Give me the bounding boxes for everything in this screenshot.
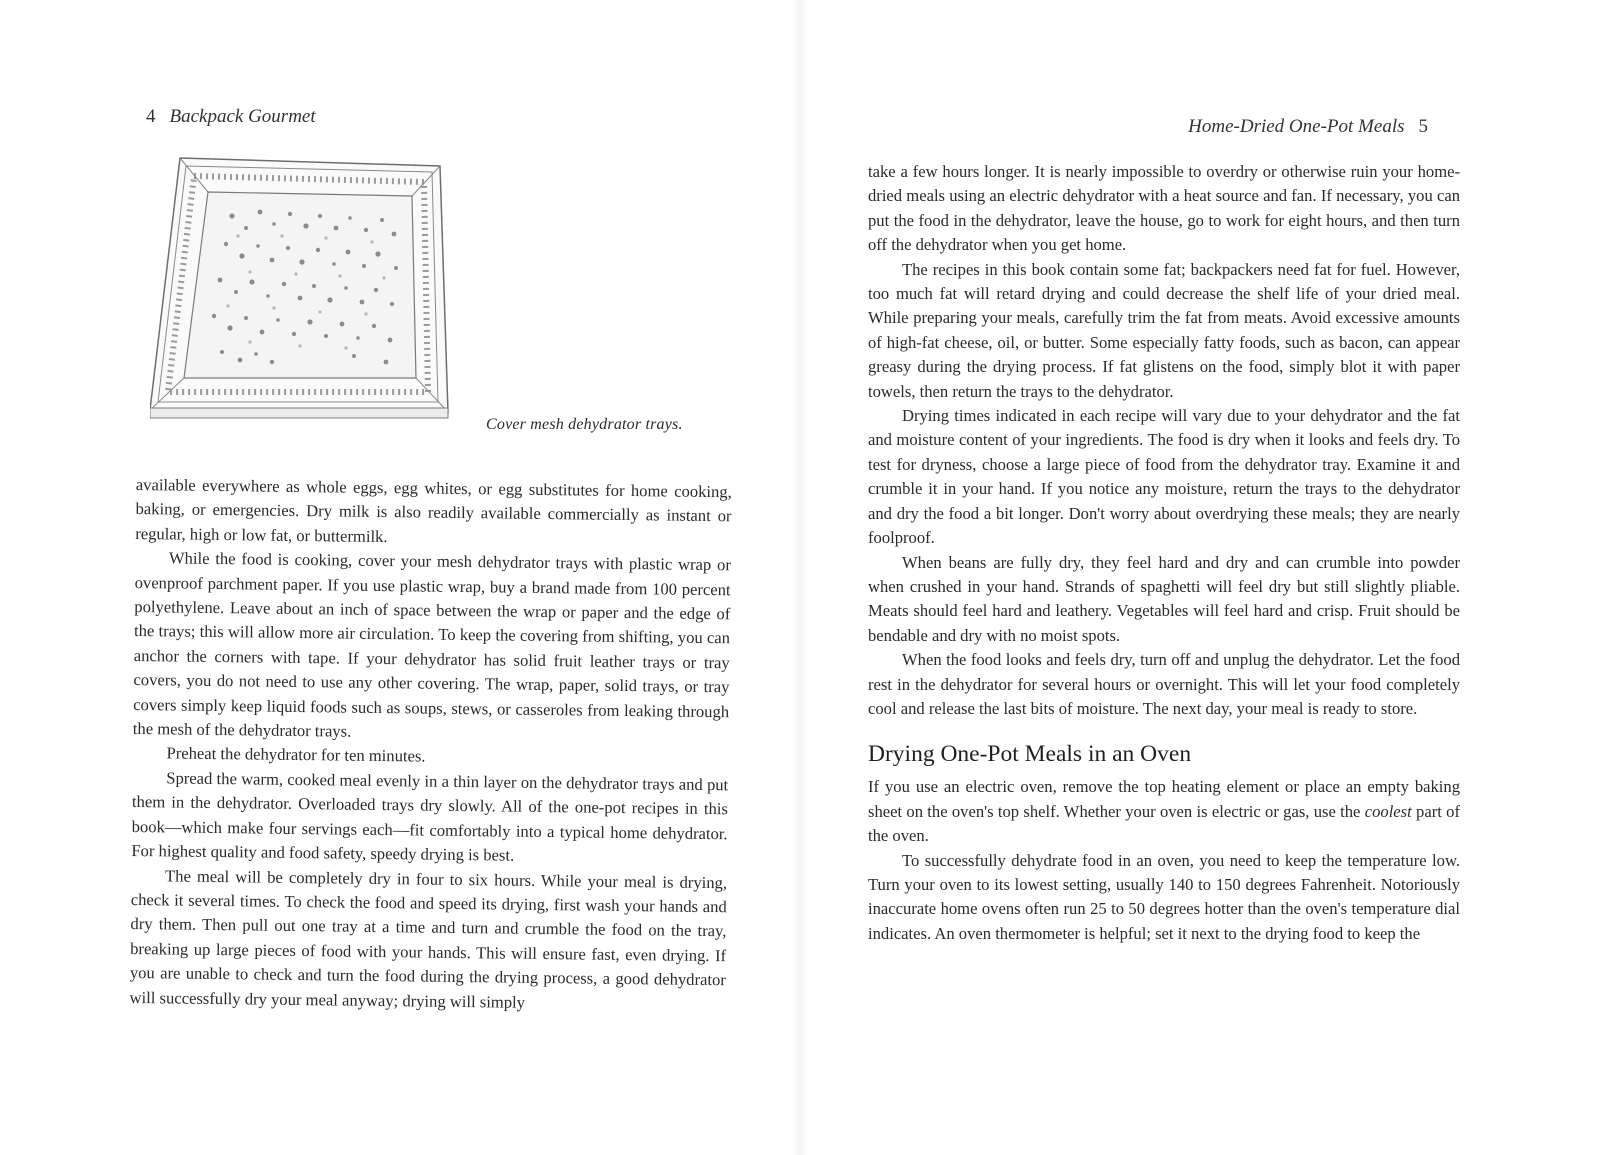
right-page-number: 5 bbox=[1418, 116, 1428, 137]
paragraph: When the food looks and feels dry, turn off and unplug the dehydrator. Let the food rest in the dehydrator for several hours or overnight. This will let your food completely cool and release the last bits of moisture. The next day, your meal is ready to store. bbox=[868, 650, 1460, 718]
paragraph: When beans are fully dry, they feel hard and dry and can crumble into powder when crushed in your hand. Strands of spaghetti will feel dry but still slightly pliable. Meats should feel hard and leathery. Vegetables will feel hard and crisp. Fruit should be bendable and dry with no moist spots. bbox=[868, 552, 1460, 645]
dehydrator-tray-illustration bbox=[150, 156, 450, 422]
right-running-title: Home-Dried One-Pot Meals bbox=[1188, 116, 1405, 137]
paragraph: available everywhere as whole eggs, egg whites, or egg substitutes for home cooking, baking, or emergencies. Dry milk is also readily available commercially as instant or regular, high or low fat, or buttermilk. bbox=[135, 474, 732, 546]
left-running-title: Backpack Gourmet bbox=[169, 106, 316, 127]
paragraph bbox=[868, 775, 1460, 848]
emphasis-coolest: coolest bbox=[1364, 801, 1412, 821]
paragraph: While the food is cooking, cover your mesh dehydrator trays with plastic wrap or ovenproof parchment paper. If you use plastic wrap, buy a brand made from 100 percent polyethylene. Leave about an inch of space between the wrap or paper and the edge of the trays; this will allow more air circulation. To keep the covering from shifting, you can anchor the corners with tape. If your dehydrator has solid fruit leather trays or tray covers, you do not need to use any other covering. The wrap, paper, solid trays, or tray covers simply keep liquid foods such as soups, stews, or casseroles from leaking through the mesh of the dehydrator trays. bbox=[132, 548, 732, 741]
dehydrator-tray-drawing bbox=[150, 156, 450, 422]
paragraph: The recipes in this book contain some fat; backpackers need fat for fuel. However, too much fat will retard drying and could decrease the shelf life of your dried meal. While preparing your meals, carefully trim the fat from meats. Avoid excessive amounts of high-fat cheese, oil, or butter. Some especially fatty foods, such as bacon, can appear greasy during the drying process. If fat glistens on the food, simply blot it with paper towels, then return the trays to the dehydrator. bbox=[868, 259, 1460, 401]
figure-caption: Cover mesh dehydrator trays. bbox=[486, 416, 683, 433]
paragraph: Drying times indicated in each recipe will vary due to your dehydrator and the fat and moisture content of your ingredients. The food is dry when it looks and feels dry. To test for dryness, choose a large piece of food from the dehydrator tray. Examine it and crumble it in your hand. If you notice any moisture, return the trays to the dehydrator and dry the food a bit longer. Don't worry about overdrying these meals; they are nearly foolproof. bbox=[868, 406, 1460, 548]
paragraph: Spread the warm, cooked meal evenly in a thin layer on the dehydrator trays and put them in the dehydrator. Overloaded trays dry slowly. All of the one-pot recipes in this book—which make four servings each—fit comfortably into a typical home dehydrator. For highest quality and food safety, speedy drying is best. bbox=[131, 768, 729, 865]
oven-text-before: If you use an electric oven, remove the top heating element or place an empty baking sheet on the oven's top shelf. Whether your oven is electric or gas, use the bbox=[868, 777, 1460, 821]
section-heading: Drying One-Pot Meals in an Oven bbox=[868, 741, 1192, 768]
paragraph: take a few hours longer. It is nearly impossible to overdry or otherwise ruin your home-dried meals using an electric dehydrator with a heat source and fan. If necessary, you can put the food in the dehydrator, leave the house, go to work for eight hours, and then turn off the dehydrator when you get home. bbox=[868, 162, 1460, 255]
left-body-text bbox=[129, 473, 732, 1017]
paragraph: To successfully dehydrate food in an oven, you need to keep the temperature low. Turn your oven to its lowest setting, usually 140 to 150 degrees Fahrenheit. Notoriously inaccurate home ovens often run 25 to 50 degrees hotter than the oven's temperature dial indicates. An oven thermometer is helpful; set it next to the drying food to keep the bbox=[868, 850, 1460, 943]
oven-text-after: part of the oven. bbox=[868, 801, 1460, 846]
paragraph: Preheat the dehydrator for ten minutes. bbox=[166, 743, 426, 767]
left-running-head bbox=[146, 106, 316, 128]
paragraph: The meal will be completely dry in four to six hours. While your meal is drying, check it several times. To check the food and speed its drying, first wash your hands and dry them. Then pull out one tray at a time and turn and crumble the food on the tray, breaking up large pieces of food with your hands. This will ensure fast, even drying. If you are unable to check and turn the food during the drying process, a good dehydrator will successfully dry your meal anyway; drying will simply bbox=[129, 865, 728, 1012]
right-body-text bbox=[868, 160, 1460, 946]
left-page-number: 4 bbox=[146, 106, 156, 127]
right-running-head bbox=[1188, 116, 1428, 138]
